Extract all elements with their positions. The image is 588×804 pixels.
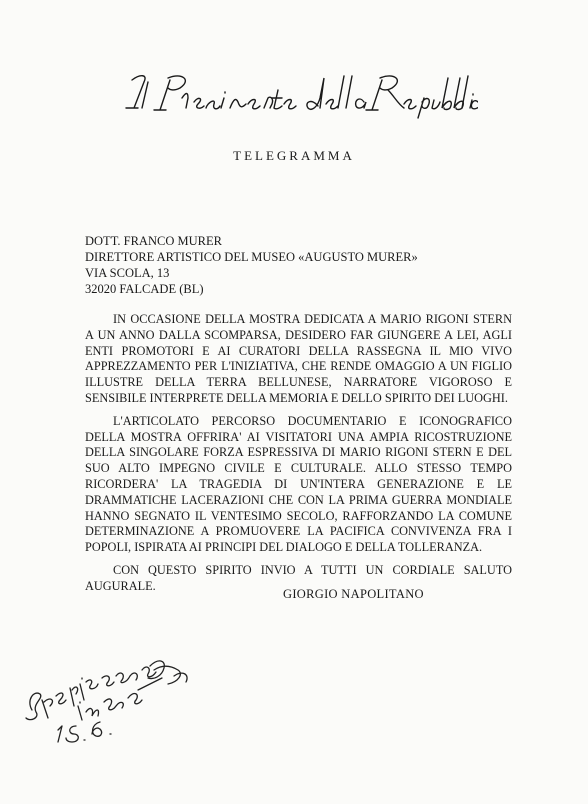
recipient-role: DIRETTORE ARTISTICO DEL MUSEO «AUGUSTO MURER»	[85, 250, 418, 264]
letterhead-script	[118, 68, 478, 120]
recipient-city: 32020 FALCADE (BL)	[85, 282, 204, 296]
paragraph-1: IN OCCASIONE DELLA MOSTRA DEDICATA A MARIO RIGONI STERN A UN ANNO DALLA SCOMPARSA, DESIDERO FAR GIUNGERE A LEI, AGLI ENTI PROMOTORI E AI CURATORI DELLA RASSEGNA IL MIO VIVO APPREZZAMENTO PER L'INIZIATIVA, CHE RENDE OMAGGIO A UN FIGLIO ILLUSTRE DELLA TERRA BELLUNESE, NARRATORE VIGOROSO E SENSIBILE INTERPRETE DELLA MEMORIA E DELLO SPIRITO DEI LUOGHI.	[85, 312, 512, 405]
recipient-address	[85, 233, 418, 297]
message-body	[85, 312, 512, 602]
recipient-name: DOTT. FRANCO MURER	[85, 234, 222, 248]
paragraph-3: CON QUESTO SPIRITO INVIO A TUTTI UN CORDIALE SALUTO AUGURALE.	[85, 562, 512, 593]
signer-name: GIORGIO NAPOLITANO	[283, 587, 424, 601]
handwritten-annotation	[18, 630, 218, 750]
paragraph-2: L'ARTICOLATO PERCORSO DOCUMENTARIO E ICONOGRAFICO DELLA MOSTRA OFFRIRA' AI VISITATORI UNA AMPIA RICOSTRUZIONE DELLA SINGOLARE FORZA ESPRESSIVA DI MARIO RIGONI STERN E DEL SUO ALTO IMPEGNO CIVILE E CULTURALE. ALLO STESSO TEMPO RICORDERA' LA TRAGEDIA DI UN'INTERA GENERAZIONE E LE DRAMMATICHE LACERAZIONI CHE CON LA PRIMA GUERRA MONDIALE HANNO SEGNATO IL VENTESIMO SECOLO, RAFFORZANDO LA COMUNE DETERMINAZIONE A PROMUOVERE LA PACIFICA CONVIVENZA FRA I POPOLI, ISPIRATA AI PRINCIPI DEL DIALOGO E DELLA TOLLERANZA.	[85, 413, 512, 555]
document-title: TELEGRAMMA	[233, 148, 355, 163]
recipient-street: VIA SCOLA, 13	[85, 266, 170, 280]
